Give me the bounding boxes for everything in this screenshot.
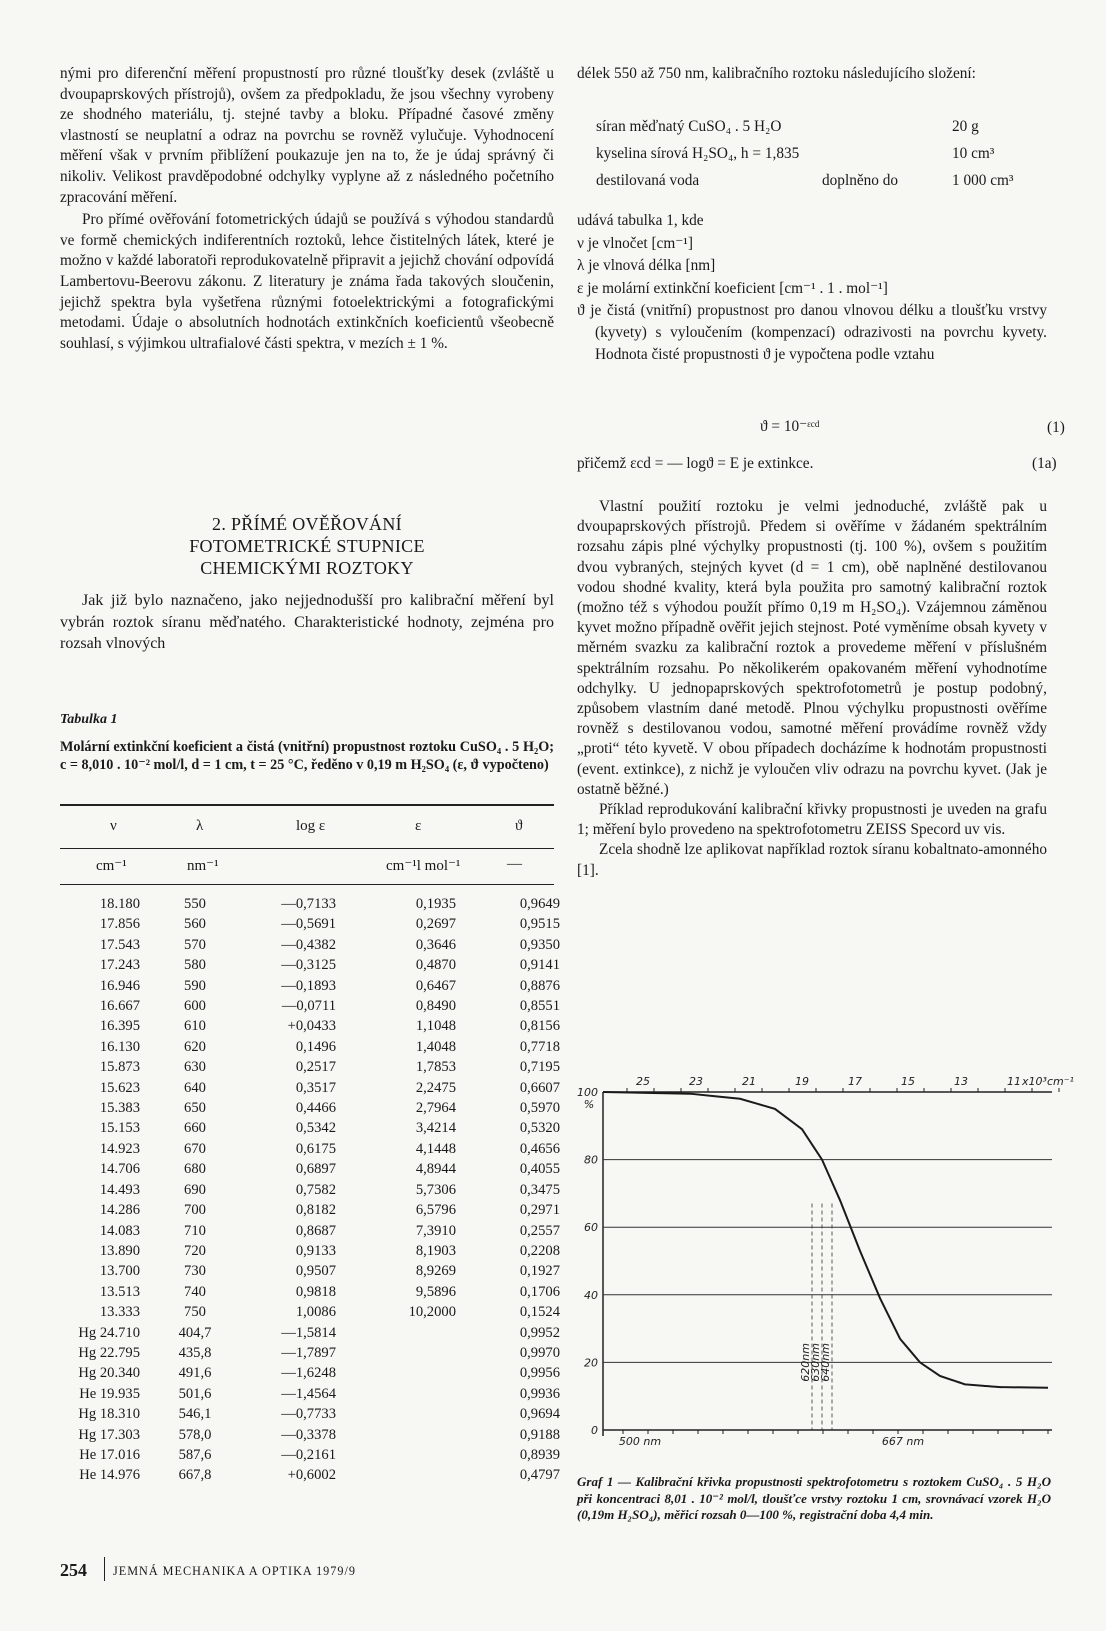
table-cell: 690 <box>184 1181 206 1198</box>
top-tick-label: 25 <box>636 1075 650 1088</box>
table-cell: 0,7718 <box>519 1038 560 1055</box>
table-row <box>60 1057 560 1077</box>
table-row <box>60 1118 560 1138</box>
table-cell: 3,4214 <box>415 1120 456 1137</box>
table-row <box>60 1323 560 1343</box>
table-cell: —0,7133 <box>281 896 336 912</box>
table-cell: 17.543 <box>99 936 140 953</box>
table-cell: 0,2557 <box>519 1222 560 1239</box>
table-cell: —1,7897 <box>281 1344 336 1361</box>
table-cell: 15.153 <box>99 1120 140 1137</box>
equation-1a: přičemž εcd = — logϑ = E je extinkce. <box>577 455 814 472</box>
table-cell: 14.493 <box>99 1181 140 1198</box>
table-cell: 0,1927 <box>519 1263 560 1280</box>
ingredient-name: destilovaná voda <box>596 172 700 189</box>
table-cell: 13.700 <box>99 1263 140 1280</box>
ingredient-name: kyselina sírová H₂SO₄, h = 1,835 <box>596 145 800 162</box>
unit-nu: cm⁻¹ <box>96 858 127 874</box>
table-row <box>60 1098 560 1118</box>
table-row <box>60 1180 560 1200</box>
ingredient-amount: 10 cm³ <box>952 145 995 162</box>
table-cell: 0,3646 <box>415 936 456 953</box>
table-cell: 0,3475 <box>519 1181 560 1198</box>
table-cell: 1,1048 <box>415 1018 456 1035</box>
table-cell: 0,7582 <box>295 1181 336 1198</box>
table-caption-text: Molární extinkční koeficient a čistá (vnitřní) propustnost roztoku CuSO₄ . 5 H₂O; c = 8,010 . 10⁻² mol/l, d = 1 cm, t = 25 °C, ředěno v 0,19 m H₂SO₄ (ε, ϑ vypočteno) <box>60 739 554 773</box>
table-cell: 2,7964 <box>415 1100 456 1117</box>
calibration-graph <box>570 1070 1074 1450</box>
table-cell: 0,4656 <box>519 1140 560 1157</box>
table-cell: —0,0711 <box>281 998 336 1015</box>
table-cell: 620 <box>184 1038 206 1055</box>
table-cell: 9,5896 <box>415 1283 456 1300</box>
table-row <box>60 955 560 975</box>
table-cell: 16.946 <box>99 977 140 994</box>
table-cell: 0,9818 <box>295 1283 336 1300</box>
table-cell: 13.333 <box>99 1304 140 1321</box>
table-cell: 2,2475 <box>415 1079 456 1096</box>
table-cell: 0,9141 <box>519 957 560 974</box>
table-cell: 630 <box>184 1059 206 1076</box>
def-lambda: λ je vlnová délka [nm] <box>577 257 716 275</box>
table-row <box>60 1302 560 1322</box>
table-cell: 0,4055 <box>519 1161 560 1178</box>
table-label: Tabulka 1 <box>60 712 118 727</box>
table-cell <box>340 1363 470 1383</box>
table-cell: 720 <box>184 1242 206 1259</box>
table-row <box>60 1425 560 1445</box>
table-cell: —1,4564 <box>281 1385 336 1402</box>
table-cell: —1,5814 <box>281 1324 336 1341</box>
table-cell: 740 <box>184 1283 206 1300</box>
col-header-lambda: λ <box>196 818 204 834</box>
table-cell <box>340 1323 470 1343</box>
paragraph: Pro přímé ověřování fotometrických údajů se používá s výhodou standardů ve formě chemických indiferentních roztoků, lehce čistitelných látek, které je možno v každé laboratoři reprodukovatelně připravit a jejichž chování odpovídá Lambertovu-Beerovu zákonu. Z literatury je známa řada takových sloučenin, jejichž spektra byla vyšetřena různými fotoelektrickými a fotografickými metodami. Údaje o absolutních hodnotách extinkčních koeficientů všeobecně souhlasí, s výjimkou ultrafialové části spektra, v mezích ± 1 %. <box>60 211 554 352</box>
table-rule-top <box>60 804 554 806</box>
table-cell: Hg 20.340 <box>78 1365 140 1382</box>
right-paragraph: Příklad reprodukování kalibrační křivky propustnosti je uveden na grafu 1; měření bylo provedeno na spektrofotometru ZEISS Specord uv vis. <box>577 801 1047 839</box>
table-row <box>60 1261 560 1281</box>
section-heading-line: FOTOMETRICKÉ STUPNICE <box>189 536 425 556</box>
table-cell: 7,3910 <box>415 1222 456 1239</box>
col-header-log-eps: log ε <box>296 818 326 834</box>
table-cell: 640 <box>184 1079 206 1096</box>
table-cell: 14.286 <box>99 1202 140 1219</box>
page-number: 254 <box>60 1560 87 1580</box>
table-row <box>60 1139 560 1159</box>
table-cell: 0,8687 <box>295 1222 336 1239</box>
table-row <box>60 1016 560 1036</box>
table-cell: 550 <box>184 896 206 912</box>
table-cell: 4,1448 <box>415 1140 456 1157</box>
top-tick-label: 19 <box>795 1075 809 1088</box>
marker-label: 620nm <box>799 1343 812 1382</box>
table-cell: He 19.935 <box>79 1385 140 1402</box>
equation-1: ϑ = 10⁻ᵋᶜᵈ <box>760 418 820 435</box>
table-cell: Hg 18.310 <box>78 1406 140 1423</box>
table-cell: Hg 17.303 <box>78 1426 140 1443</box>
table-cell: Hg 24.710 <box>78 1324 140 1341</box>
table-cell: 580 <box>184 957 206 974</box>
top-tick-label: 21 <box>742 1075 756 1088</box>
right-paragraph: Vlastní použití roztoku je velmi jednoduché, zvláště pak u dvoupaprskových přístrojů. Předem si ověříme v žádaném spektrálním rozsahu zápis plné výchylky propustnosti (tj. 100 %), ovšem s použitím dvou vybraných, stejných kyvet (d = 1 cm), obě naplněné destilovanou vodou shodné kvality, která byla použita pro samotný kalibrační roztok (možno též s výhodou použít přímo 0,19 m H₂SO₄). Vzájemnou záměnou kyvet možno případně ověřit jejich stejnost. Poté vyměníme obsah kyvety v měrném svazku za kalibrační roztok a provedeme měření v příslušném spektrálním rozsahu. Po několikerém opakovaném měření vyhodnotíme odchylky. U jednopaprskových spektrofotometrů je postup podobný, způsobem vlastním dané metodě. Plnou výchylku propustnosti ověříme rovněž s destilovanou vodou, samotné měření provádíme rovněž vždy „proti“ této kyvetě. V obou případech docházíme k hodnotám propustnosti (event. extinkce), z nichž je vyloučen vliv odrazu na povrchu kyvet. (Jak je ostatně běžné.) <box>577 498 1047 798</box>
table-cell: 546,1 <box>178 1406 212 1423</box>
ingredient-name: síran měďnatý CuSO₄ . 5 H₂O <box>596 118 782 135</box>
table-cell: 0,4870 <box>415 957 456 974</box>
footer-divider <box>104 1557 105 1581</box>
table-cell: 610 <box>184 1018 206 1035</box>
table-cell: 0,9133 <box>295 1242 336 1259</box>
table-cell: 0,6607 <box>519 1079 560 1096</box>
table-cell: 15.623 <box>99 1079 140 1096</box>
table-row <box>60 976 560 996</box>
table-cell: 600 <box>184 998 206 1015</box>
table-cell: 0,5970 <box>519 1100 560 1117</box>
table-cell: 13.890 <box>99 1242 140 1259</box>
table-cell: 17.243 <box>99 957 140 974</box>
table-cell: 18.180 <box>99 896 140 912</box>
table-cell: 0,2208 <box>519 1242 560 1259</box>
table-row <box>60 1159 560 1179</box>
table-cell: 0,1706 <box>519 1283 560 1300</box>
table-cell <box>340 1343 470 1363</box>
def-eps: ε je molární extinkční koeficient [cm⁻¹ . 1 . mol⁻¹] <box>577 279 888 297</box>
data-table <box>60 894 560 1486</box>
table-cell: 0,8876 <box>519 977 560 994</box>
table-cell: 730 <box>184 1263 206 1280</box>
table-cell: 700 <box>184 1202 206 1219</box>
table-rule <box>60 884 554 885</box>
table-cell: 16.395 <box>99 1018 140 1035</box>
top-tick-label: 15 <box>901 1075 915 1088</box>
table-cell: He 14.976 <box>79 1467 140 1484</box>
table-row <box>60 935 560 955</box>
table-cell: 0,5342 <box>295 1120 336 1137</box>
table-cell <box>340 1404 470 1424</box>
table-cell: 0,9649 <box>519 896 560 912</box>
table-cell: 0,9952 <box>519 1324 560 1341</box>
journal-name: JEMNÁ MECHANIKA A OPTIKA 1979/9 <box>113 1564 356 1578</box>
x-label: 500 nm <box>618 1435 662 1448</box>
table-row <box>60 1343 560 1363</box>
table-cell: 0,9507 <box>295 1263 336 1280</box>
table-cell: 0,5320 <box>519 1120 560 1137</box>
table-cell: 590 <box>184 977 206 994</box>
table-cell: 570 <box>184 936 206 953</box>
table-row <box>60 1363 560 1383</box>
table-cell: 0,7195 <box>519 1059 560 1076</box>
table-cell: —1,6248 <box>281 1365 336 1382</box>
table-cell: 0,2697 <box>415 916 456 933</box>
table-cell: 0,6897 <box>295 1161 336 1178</box>
y-tick-label: 0 <box>591 1424 598 1437</box>
table-cell: 5,7306 <box>415 1181 456 1198</box>
table-cell: —0,5691 <box>281 916 336 933</box>
table-cell: +0,0433 <box>287 1018 336 1035</box>
table-cell: 1,0086 <box>295 1304 336 1321</box>
table-cell: 0,1935 <box>415 896 456 912</box>
right-paragraph: Zcela shodně lze aplikovat například roztok síranu kobaltnato-amonného [1]. <box>577 841 1047 879</box>
table-cell: 0,1496 <box>295 1038 336 1055</box>
table-cell: 0,8490 <box>415 998 456 1015</box>
table-cell: 15.383 <box>99 1100 140 1117</box>
marker-label: 640nm <box>819 1343 832 1382</box>
table-row <box>60 996 560 1016</box>
table-cell: 4,8944 <box>415 1161 456 1178</box>
table-row <box>60 1221 560 1241</box>
table-cell: 14.923 <box>99 1140 140 1157</box>
table-cell: 501,6 <box>178 1385 212 1402</box>
table-cell: Hg 22.795 <box>78 1344 140 1361</box>
table-cell: +0,6002 <box>287 1467 336 1484</box>
table-cell: 0,4466 <box>295 1100 336 1117</box>
ingredient-amount: 1 000 cm³ <box>952 172 1014 189</box>
top-tick-label: 11 <box>1007 1075 1021 1088</box>
table-cell <box>340 1384 470 1404</box>
table-cell: 15.873 <box>99 1059 140 1076</box>
table-cell: 0,9936 <box>519 1385 560 1402</box>
table-cell: 0,8156 <box>519 1018 560 1035</box>
y-unit-label: % <box>583 1098 595 1111</box>
col-header-theta: ϑ <box>515 818 523 834</box>
section-paragraph: Jak již bylo naznačeno, jako nejjednodušší pro kalibrační měření byl vybrán roztok síranu měďnatého. Charakteristické hodnoty, zejména pro rozsah vlnových <box>60 592 554 652</box>
table-row <box>60 1078 560 1098</box>
table-cell: —0,3378 <box>281 1426 336 1443</box>
table-cell: 0,2971 <box>519 1202 560 1219</box>
y-tick-label: 80 <box>584 1153 598 1167</box>
table-cell: 667,8 <box>178 1467 212 1484</box>
table-cell: 404,7 <box>178 1324 212 1341</box>
table-cell: 16.667 <box>99 998 140 1015</box>
table-row <box>60 1200 560 1220</box>
table-cell: 0,4797 <box>519 1467 560 1484</box>
top-tick-label: 17 <box>848 1075 862 1088</box>
def-theta: ϑ je čistá (vnitřní) propustnost pro danou vlnovou délku a tloušťku vrstvy (kyvety) s vyloučením (kompenzací) odrazivosti na povrchu kyvety. Hodnota čisté propustnosti ϑ je vypočtena podle vztahu <box>577 302 1047 363</box>
y-tick-label: 100 <box>577 1086 598 1099</box>
table-cell: 14.083 <box>99 1222 140 1239</box>
marker-label: 630nm <box>809 1343 822 1382</box>
equation-1-number: (1) <box>1047 419 1065 436</box>
table-cell: 0,9188 <box>519 1426 560 1443</box>
table-cell: 710 <box>184 1222 206 1239</box>
table-cell <box>340 1425 470 1445</box>
def-nu: ν je vlnočet [cm⁻¹] <box>577 234 693 252</box>
table-row <box>60 1465 560 1485</box>
table-cell: 670 <box>184 1140 206 1157</box>
table-cell: 6,5796 <box>415 1202 456 1219</box>
table-cell: 10,2000 <box>408 1304 456 1321</box>
table-cell <box>340 1465 470 1485</box>
table-cell: —0,2161 <box>281 1446 336 1463</box>
table-cell: 17.856 <box>99 916 140 933</box>
table-cell: 0,8939 <box>519 1446 560 1463</box>
section-heading-line: CHEMICKÝMI ROZTOKY <box>200 558 414 578</box>
table-cell: 680 <box>184 1161 206 1178</box>
table-cell: 0,9956 <box>519 1365 560 1382</box>
table-cell: 0,6175 <box>295 1140 336 1157</box>
col-header-eps: ε <box>415 818 422 834</box>
table-cell: 0,6467 <box>415 977 456 994</box>
equation-1a-number: (1a) <box>1032 455 1057 472</box>
table-cell: 660 <box>184 1120 206 1137</box>
table-cell: 435,8 <box>178 1344 212 1361</box>
table-caption <box>60 712 554 774</box>
table-cell: 0,8182 <box>295 1202 336 1219</box>
unit-eps: cm⁻¹l mol⁻¹ <box>386 858 461 874</box>
top-tick-label: 23 <box>689 1075 703 1088</box>
table-cell: 1,4048 <box>415 1038 456 1055</box>
top-unit-label: x10³cm⁻¹ <box>1022 1075 1074 1088</box>
table-cell: 0,2517 <box>295 1059 336 1076</box>
table-cell: 650 <box>184 1100 206 1117</box>
right-intro: délek 550 až 750 nm, kalibračního roztoku následujícího složení: <box>577 65 976 82</box>
paragraph: nými pro diferenční měření propustností pro různé tloušťky desek (zvláště u dvoupaprskových přístrojů), ovšem za předpokladu, že jsou všechny vyrobeny ze shodného materiálu, tj. stejné tavby a bloku. Případné časové změny vlastností se neuplatní a odraz na povrchu se rovněž vylučuje. Vyhodnocení měření však v prvním přiblížení poukazuje jen na to, že je údaj správný či nikoliv. Velikost pravděpodobné odchylky vyplyne až z následného početního zpracování měření. <box>60 65 554 206</box>
table-cell: 0,8551 <box>519 998 560 1015</box>
table-cell: —0,4382 <box>281 936 336 953</box>
ingredient-amount: 20 g <box>952 118 979 135</box>
table-rule <box>60 848 554 849</box>
y-tick-label: 60 <box>584 1221 598 1235</box>
table-row <box>60 1404 560 1424</box>
table-cell: —0,7733 <box>281 1406 336 1423</box>
unit-theta: — <box>507 856 522 872</box>
table-cell: 16.130 <box>99 1038 140 1055</box>
table-cell: He 17.016 <box>79 1446 140 1463</box>
definitions <box>577 210 1047 366</box>
table-row <box>60 914 560 934</box>
table-cell: 13.513 <box>99 1283 140 1300</box>
table-cell: —0,1893 <box>281 977 336 994</box>
table-cell: 587,6 <box>178 1446 212 1463</box>
table-row <box>60 1037 560 1057</box>
udava-text: udává tabulka 1, kde <box>577 212 704 229</box>
table-cell: —0,3125 <box>281 957 336 974</box>
left-intro <box>60 64 554 354</box>
table-row <box>60 1445 560 1465</box>
x-label: 667 nm <box>881 1435 925 1448</box>
col-header-nu: ν <box>110 818 117 834</box>
table-cell: 0,9350 <box>519 936 560 953</box>
top-tick-label: 13 <box>954 1075 968 1088</box>
table-cell: 750 <box>184 1304 206 1321</box>
table-row <box>60 1241 560 1261</box>
graph-caption: Graf 1 — Kalibrační křivka propustnosti spektrofotometru s roztokem CuSO₄ . 5 H₂O při koncentraci 8,01 . 10⁻² mol/l, tloušťce vrstvy roztoku 1 cm, srovnávací vzorek H₂O (0,19m H₂SO₄), měřicí rozsah 0—100 %, registrační doba 4,4 min. <box>577 1474 1051 1522</box>
table-row <box>60 1282 560 1302</box>
table-cell: 0,1524 <box>519 1304 560 1321</box>
section-heading-line: 2. PŘÍMÉ OVĚŘOVÁNÍ <box>212 514 402 534</box>
table-row <box>60 1384 560 1404</box>
table-cell: 0,9515 <box>519 916 560 933</box>
table-cell: 0,9970 <box>519 1344 560 1361</box>
table-cell: 8,1903 <box>415 1242 456 1259</box>
y-tick-label: 20 <box>584 1356 598 1370</box>
table-cell: 578,0 <box>178 1426 212 1443</box>
table-cell: 0,9694 <box>519 1406 560 1423</box>
unit-lambda: nm⁻¹ <box>187 858 219 874</box>
table-cell: 14.706 <box>99 1161 140 1178</box>
table-cell: 0,3517 <box>295 1079 336 1096</box>
table-row <box>60 894 560 914</box>
table-cell <box>340 1445 470 1465</box>
y-tick-label: 40 <box>584 1288 598 1302</box>
table-cell: 8,9269 <box>415 1263 456 1280</box>
ingredient-note: doplněno do <box>822 172 899 189</box>
section-heading <box>60 513 554 579</box>
table-cell: 1,7853 <box>415 1059 456 1076</box>
table-cell: 491,6 <box>178 1365 212 1382</box>
table-cell: 560 <box>184 916 206 933</box>
